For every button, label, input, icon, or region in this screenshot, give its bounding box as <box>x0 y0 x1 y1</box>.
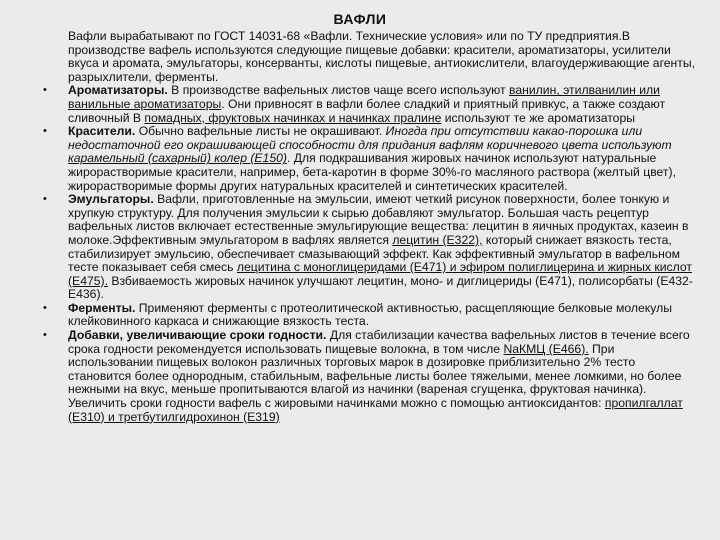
list-item-shelf-life <box>43 328 698 397</box>
item-text: . Для подкрашивания жировых начинок используют натуральные жирорастворимые красители, например, бета-каротин в форме 30%-го масляного раствора (желтый цвет), жирорастворимые формы других натуральных красителей и синтетических красителей. <box>68 151 676 193</box>
bullet-icon: • <box>43 329 47 342</box>
item-heading: Эмульгаторы. <box>68 192 154 207</box>
item-text: . Они привносят в вафли более сладкий и приятный привкус, а также создают сливочный В <box>68 96 666 125</box>
item-heading: Добавки, увеличивающие сроки годности. <box>68 328 327 343</box>
item-italic-text: Иногда при отсутствии какао-порошка или недостаточной его окрашивающей способности для придания вафлям коричневого цвета используют <box>68 124 672 152</box>
item-text: используют те же ароматизаторы <box>441 110 635 125</box>
item-link[interactable]: ванилин, этилванилин или ванильные ароматизаторы <box>68 83 660 111</box>
item-link[interactable]: лецитина с моноглицеридами (Е471) и эфиром полиглицерина и жирных кислот (Е475). <box>68 260 692 288</box>
outro-paragraph <box>68 397 698 424</box>
item-text: Обычно вафельные листы не окрашивают. <box>135 124 386 139</box>
list-item-aromatizers <box>43 83 698 125</box>
item-text: При использовании пищевых волокон различных торговых марок в дозировке приблизительно 2% тесто становится более однородным, стабильным, вафельные листы более тяжелыми, менее ломкими, но более нежными на вкус, меньше пропитываются влагой из начинки (вареная сгущенка, фруктовая начинка). <box>68 341 682 397</box>
item-text: Взбиваемость жировых начинок улучшают лецитин, моно- и диглицериды (Е471), полисорбаты (Е432-Е436). <box>68 273 693 302</box>
item-link[interactable]: NaКМЦ (Е466). <box>503 341 589 356</box>
list-item-emulsifiers <box>43 192 698 302</box>
bullet-icon: • <box>43 301 47 314</box>
item-text: Вафли, приготовленные на эмульсии, имеют четкий рисунок поверхности, более тонкую и хрупкую структуру. Для получения эмульсии к сырью добавляют эмульгатор. Большая часть рецептур вафельных листов включает естественные эмульгирующие вещества: лецитин в яичных продуктах, казеин в молоке.Эффективным эмульгатором в вафлях является <box>68 192 689 247</box>
item-link[interactable]: помадных, фруктовых начинках и начинках пралине <box>144 110 442 125</box>
list-item-enzymes <box>43 300 698 329</box>
item-link[interactable]: лецитин (Е322), <box>392 232 483 247</box>
slide-content <box>43 29 698 424</box>
list-item-colorants <box>43 124 698 193</box>
item-heading: Ароматизаторы. <box>68 83 168 98</box>
bullet-icon: • <box>43 193 47 206</box>
item-link[interactable]: карамельный (сахарный) колер (Е150) <box>68 151 287 166</box>
outro-text: Увеличить сроки годности вафель с жировыми начинками можно с помощью антиоксидантов: <box>68 396 605 411</box>
page-title: ВАФЛИ <box>333 11 387 27</box>
item-heading: Ферменты. <box>68 300 136 315</box>
outro-link[interactable]: пропилгаллат (Е310) и третбутилгидрохинон (Е319) <box>68 396 683 424</box>
item-heading: Красители. <box>68 124 136 139</box>
item-text: который снижает вязкость теста, стабилизирует эмульсию, обеспечивает смазывающий эффект. Как эффективный эмульгатор в вафельном тесте показывает себя смесь <box>68 232 681 275</box>
intro-paragraph: Вафли вырабатывают по ГОСТ 14031-68 «Вафли. Технические условия» или по ТУ предприятия.В производстве вафель используются следующие пищевые добавки: красители, ароматизаторы, усилители вкуса и аромата, эмульгаторы, консерванты, кислоты пищевые, антиокислители, влагоудерживающие агенты, разрыхлители, ферменты. <box>68 29 695 84</box>
item-text: Для стабилизации качества вафельных листов в течение всего срока годности рекомендуется использовать пищевые волокна, в том числе <box>68 328 690 356</box>
bullet-icon: • <box>43 84 47 97</box>
item-text: Применяют ферменты с протеолитической активностью, расщепляющие белковые молекулы клейковинного каркаса и снижающие вязкость теста. <box>68 300 672 329</box>
item-text: В производстве вафельных листов чаще всего используют <box>167 83 510 98</box>
bullet-icon: • <box>43 125 47 138</box>
